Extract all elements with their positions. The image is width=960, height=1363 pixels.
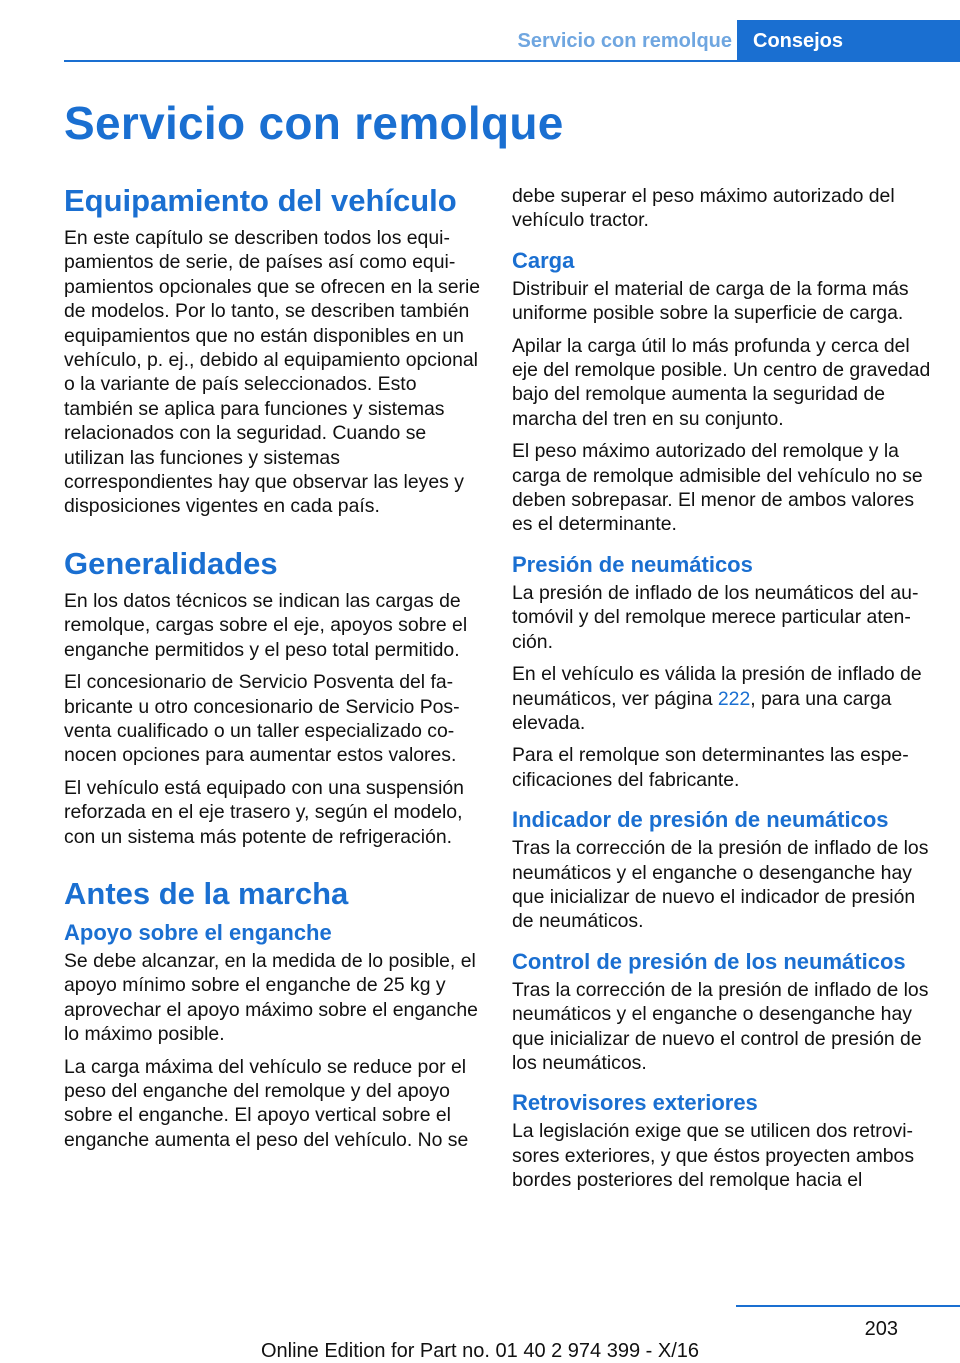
subheading-control: Control de presión de los neumáticos xyxy=(512,948,906,974)
paragraph-carga-1: Distribuir el material de carga de la forma más uniforme posible sobre la superficie de carga. xyxy=(512,277,909,325)
paragraph-presion-1: La presión de inflado de los neumáticos del automóvil y del remolque merece particular atención. xyxy=(512,581,919,653)
heading-antes-de-la-marcha: Antes de la marcha xyxy=(64,875,349,911)
paragraph-control: Tras la corrección de la presión de inflado de los neumáticos y el enganche o desenganche hay que inicializar de nuevo el control de presión de los neumáticos. xyxy=(512,978,929,1074)
paragraph-retrovisores: La legislación exige que se utilicen dos retrovisores exteriores, y que éstos proyecten ambos bordes posteriores del remolque hacia el xyxy=(512,1120,915,1192)
paragraph-equipamiento: En este capítulo se describen todos los equipamientos de serie, de países así como equipamientos opcionales que se ofrecen en la serie de modelos. Por lo tanto, se describen también equipamientos que no están disponibles en un vehículo, p. ej., debido al equipamiento opcional o la variante de país seleccionados. Esto también se aplica para funciones y sistemas relacionados con la seguridad. Cuando se utilizan las funciones y sistemas correspondientes hay que observar las leyes y disposiciones vigentes en cada país. xyxy=(64,227,481,518)
paragraph-generalidades-2: El concesionario de Servicio Posventa del fabricante u otro concesionario de Servicio Posventa cualificado o un taller especializado conocen opciones para aumentar estos valores. xyxy=(64,671,460,767)
subheading-apoyo: Apoyo sobre el enganche xyxy=(64,919,332,945)
paragraph-indicador: Tras la corrección de la presión de inflado de los neumáticos y el enganche o desenganche hay que inicializar de nuevo el indicador de presión de neumáticos. xyxy=(512,837,929,933)
paragraph-apoyo-1: Se debe alcanzar, en la medida de lo posible, el apoyo mínimo sobre el enganche de 25 kg y aprovechar el apoyo máximo sobre el enganche lo máximo posible. xyxy=(64,949,478,1046)
header-section-title: Servicio con remolque xyxy=(517,30,732,52)
subheading-carga: Carga xyxy=(512,247,575,273)
left-column xyxy=(64,182,482,1160)
header-chapter-tab: Consejos xyxy=(737,20,960,62)
paragraph-generalidades-3: El vehículo está equipado con una suspensión reforzada en el eje trasero y, según el modelo, con un sistema más potente de refrigeración. xyxy=(64,776,464,848)
page-number: 203 xyxy=(864,1318,898,1340)
edition-note: Online Edition for Part no. 01 40 2 974 399 - X/16 xyxy=(260,1340,700,1362)
paragraph-generalidades-1: En los datos técnicos se indican las cargas de remolque, cargas sobre el eje, apoyos sobre el enganche permitidos y el peso total permitido. xyxy=(64,589,468,661)
page-title: Servicio con remolque xyxy=(64,97,564,149)
right-column xyxy=(512,184,932,1201)
paragraph-carga-2: Apilar la carga útil lo más profunda y cerca del eje del remolque posible. Un centro de gravedad bajo del remolque aumenta la seguridad de marcha del tren en su conjunto. xyxy=(512,334,931,430)
paragraph-apoyo-2: La carga máxima del vehículo se reduce por el peso del enganche del remolque y del apoyo sobre el enganche. El apoyo vertical sobre el enganche aumenta el peso del vehículo. No se xyxy=(64,1055,469,1151)
heading-equipamiento: Equipamiento del vehículo xyxy=(64,183,457,218)
subheading-indicador: Indicador de presión de neumáticos xyxy=(512,807,889,833)
heading-generalidades: Generalidades xyxy=(64,545,278,581)
subheading-presion: Presión de neumáticos xyxy=(512,551,753,577)
paragraph-carga-3: El peso máximo autorizado del remolque y la carga de remolque admisible del vehículo no se deben sobrepasar. El menor de ambos valores es el determinante. xyxy=(512,440,923,536)
paragraph-presion-2 xyxy=(512,662,932,735)
footer-rule xyxy=(736,1305,960,1307)
header-rule xyxy=(64,60,960,62)
paragraph-presion-3: Para el remolque son determinantes las especificaciones del fabricante. xyxy=(512,744,909,791)
paragraph-continuation: debe superar el peso máximo autorizado del vehículo tractor. xyxy=(512,185,895,232)
page-link-222[interactable]: 222 xyxy=(717,687,751,710)
presion-text-after: , para una carga elevada. xyxy=(512,687,892,734)
presion-text-before: En el vehículo es válida la presión de inflado de neumáticos, ver página xyxy=(512,663,922,710)
subheading-retrovisores: Retrovisores exteriores xyxy=(512,1090,758,1116)
